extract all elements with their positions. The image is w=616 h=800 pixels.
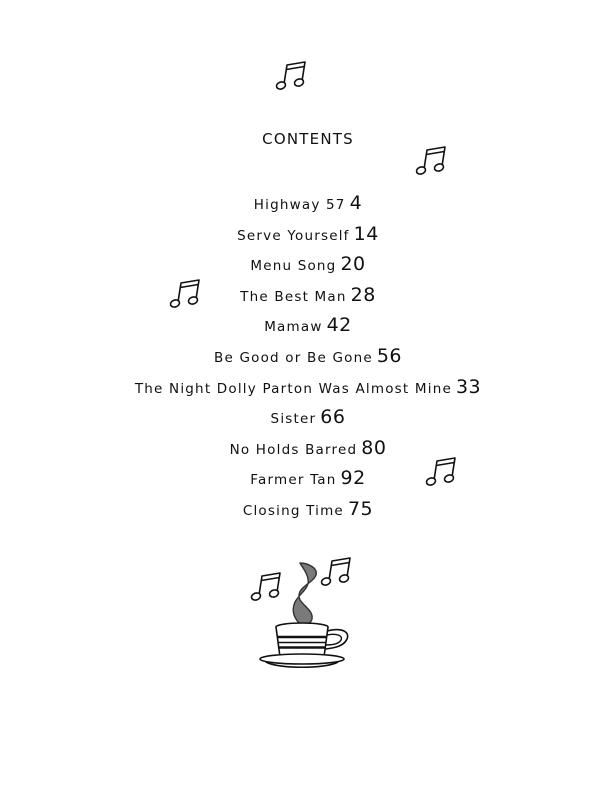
song-title: Closing Time	[242, 502, 344, 519]
toc-entry[interactable]	[0, 219, 616, 250]
toc-entry[interactable]	[0, 310, 616, 341]
song-title: The Best Man	[240, 288, 347, 305]
toc-entry[interactable]	[0, 494, 616, 525]
toc-entry[interactable]	[0, 433, 616, 464]
song-title: The Night Dolly Parton Was Almost Mine	[134, 380, 452, 397]
toc-entry[interactable]	[0, 463, 616, 494]
song-title: Menu Song	[250, 258, 337, 275]
page-number: 75	[347, 497, 374, 520]
page-number: 66	[320, 406, 346, 429]
page-number: 14	[353, 222, 379, 245]
toc-entry[interactable]	[0, 402, 616, 433]
music-note-icon	[321, 558, 350, 586]
toc-entry[interactable]	[0, 372, 616, 403]
song-title: Be Good or Be Gone	[213, 349, 373, 366]
page-number: 42	[326, 314, 352, 337]
song-title: Sister	[270, 411, 317, 428]
music-note-icon	[251, 573, 280, 601]
page-number: 28	[350, 283, 376, 306]
toc-entry[interactable]	[0, 341, 616, 372]
page-number: 80	[361, 436, 387, 459]
music-note-icon	[414, 145, 450, 179]
page-title: CONTENTS	[262, 130, 354, 148]
song-title: Highway 57	[253, 197, 346, 213]
song-title: Farmer Tan	[250, 472, 337, 489]
page-number: 56	[376, 344, 403, 367]
toc-entry[interactable]	[0, 249, 616, 280]
page-number: 20	[340, 253, 366, 276]
page-number: 33	[455, 375, 482, 398]
music-note-icon	[274, 60, 310, 94]
page-number: 4	[349, 192, 363, 214]
coffee-cup-illustration	[250, 553, 366, 673]
song-title: No Holds Barred	[229, 441, 358, 458]
toc-entry[interactable]	[0, 188, 616, 219]
page-number: 92	[340, 467, 366, 490]
toc-entry[interactable]	[0, 280, 616, 311]
song-title: Mamaw	[264, 319, 323, 336]
toc-list	[0, 188, 616, 525]
song-title: Serve Yourself	[237, 227, 350, 244]
